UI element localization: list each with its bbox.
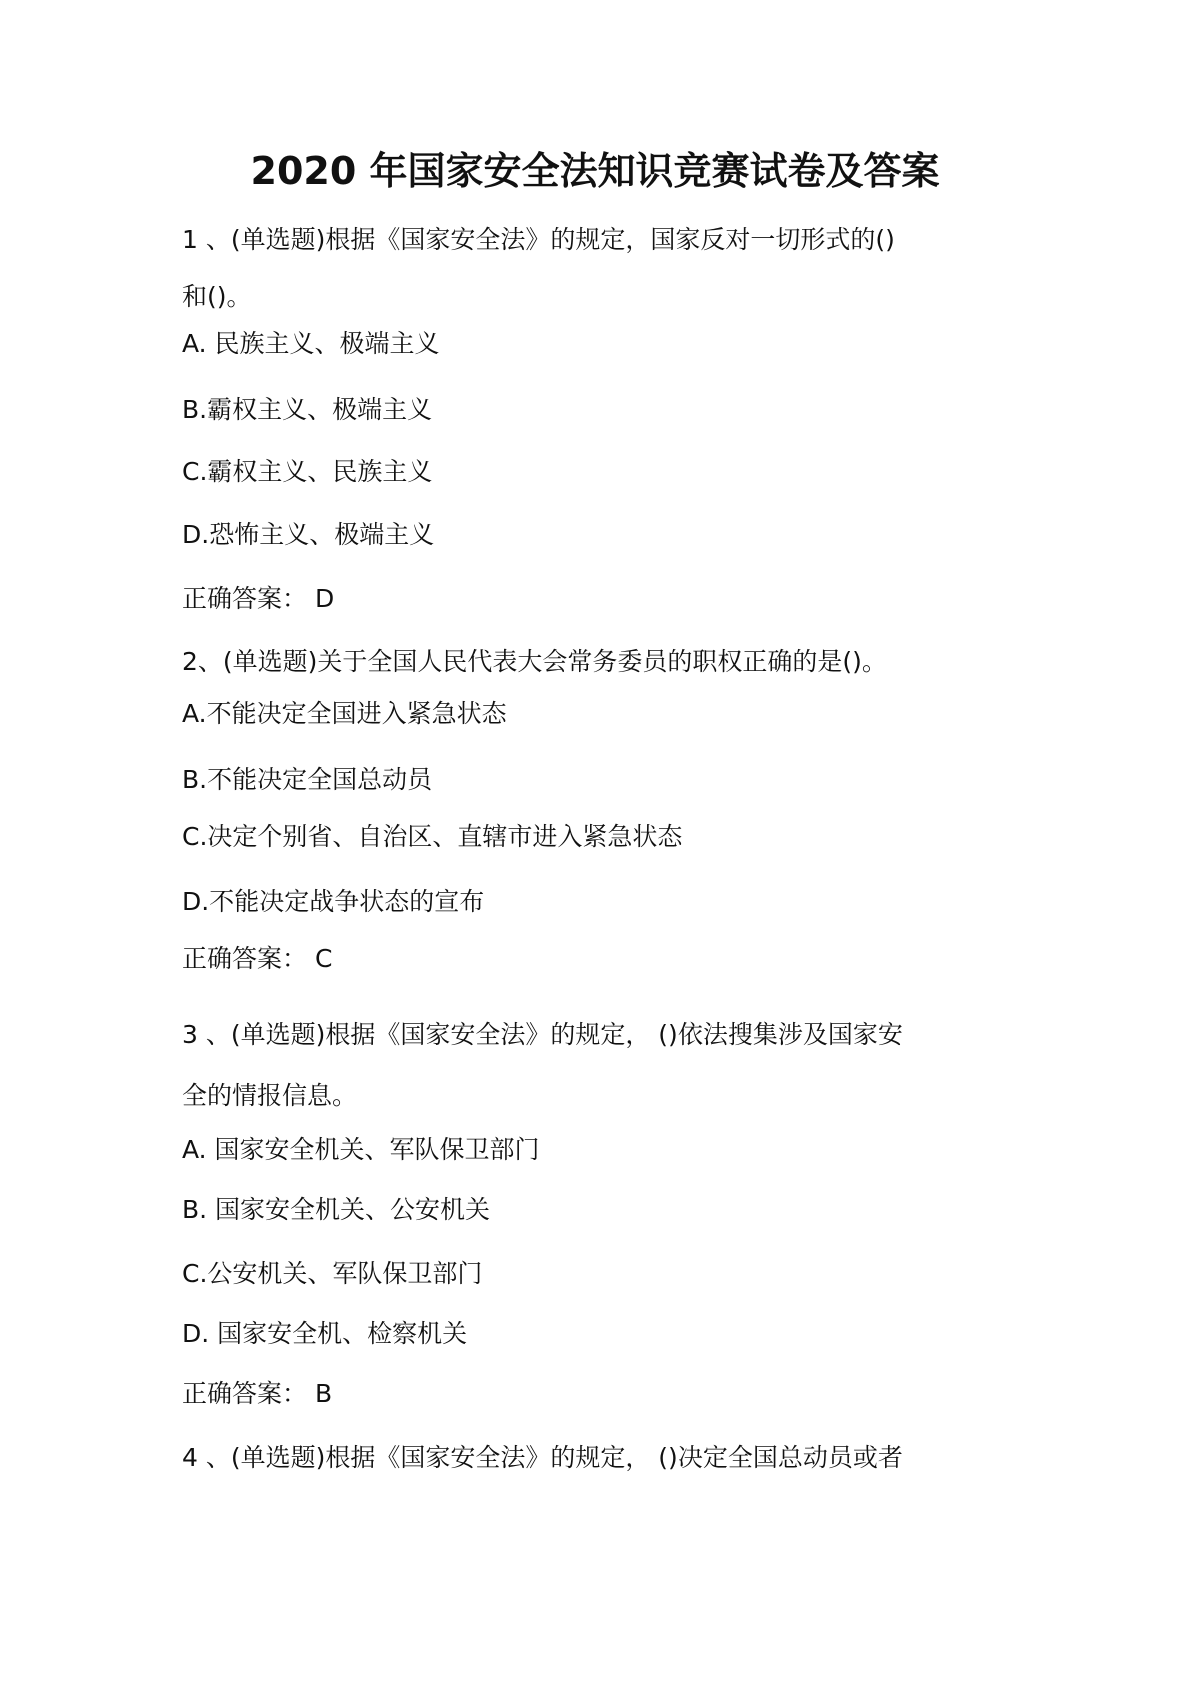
question-1-answer: 正确答案： D [182,584,335,613]
question-1-option-b: B.霸权主义、极端主义 [182,395,433,424]
question-2-answer: 正确答案： C [182,944,333,973]
question-3-option-a: A. 国家安全机关、军队保卫部门 [182,1135,540,1164]
question-2-line-1: 2、(单选题)关于全国人民代表大会常务委员的职权正确的是()。 [182,647,887,676]
question-2-option-d: D.不能决定战争状态的宣布 [182,887,485,916]
question-1-option-a: A. 民族主义、极端主义 [182,329,440,358]
question-3-line-2: 全的情报信息。 [182,1081,358,1110]
question-3-answer: 正确答案： B [182,1379,333,1408]
question-1-line-2: 和()。 [182,282,252,311]
question-2-option-b: B.不能决定全国总动员 [182,765,433,794]
question-3-option-d: D. 国家安全机、检察机关 [182,1319,468,1348]
question-1-line-1: 1 、(单选题)根据《国家安全法》的规定，国家反对一切形式的() [182,225,895,254]
question-3-line-1: 3 、(单选题)根据《国家安全法》的规定， ()依法搜集涉及国家安 [182,1020,903,1049]
question-1-option-c: C.霸权主义、民族主义 [182,457,433,486]
document-title: 2020 年国家安全法知识竞赛试卷及答案 [250,149,940,193]
question-1-option-d: D.恐怖主义、极端主义 [182,520,435,549]
question-3-option-b: B. 国家安全机关、公安机关 [182,1195,491,1224]
question-3-option-c: C.公安机关、军队保卫部门 [182,1259,483,1288]
question-4-line-1: 4 、(单选题)根据《国家安全法》的规定， ()决定全国总动员或者 [182,1443,903,1472]
question-2-option-c: C.决定个别省、自治区、直辖市进入紧急状态 [182,822,683,851]
question-2-option-a: A.不能决定全国进入紧急状态 [182,699,507,728]
